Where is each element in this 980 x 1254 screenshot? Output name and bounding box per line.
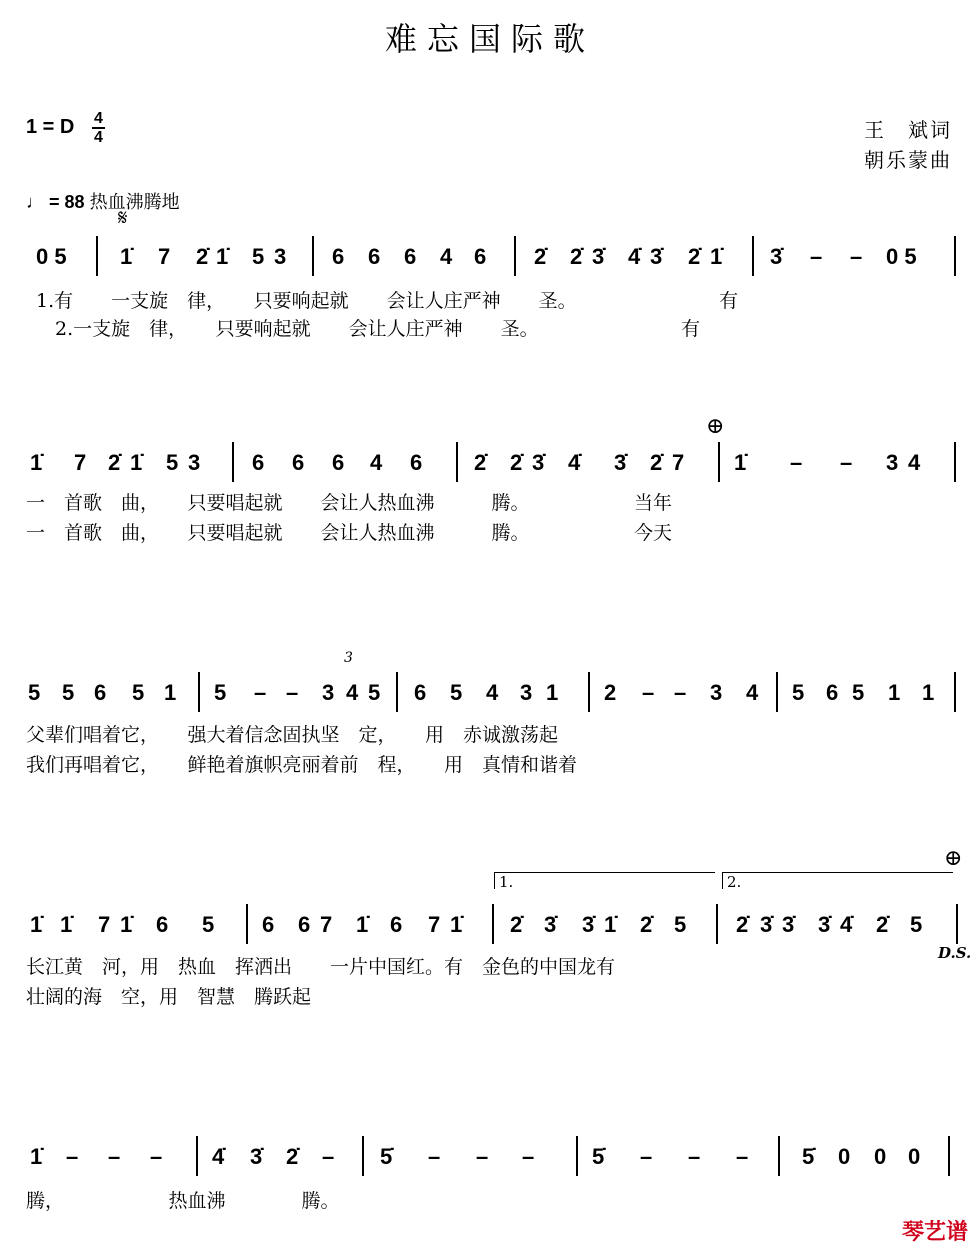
note: 5 — [674, 912, 687, 937]
note: 2̇ — [736, 912, 749, 937]
note: 6 — [156, 912, 169, 937]
note: 1 — [546, 680, 559, 705]
expression-text: 热血沸腾地 — [89, 192, 180, 212]
bar-line — [196, 1136, 198, 1176]
note: 0 5 — [886, 244, 917, 269]
note: 6 — [332, 244, 345, 269]
bar-line — [312, 236, 314, 276]
note: 2̇ — [474, 450, 487, 475]
note: – — [150, 1144, 163, 1169]
note: – — [254, 680, 267, 705]
note: 0 — [838, 1144, 851, 1169]
bar-line — [96, 236, 98, 276]
note: 5̇ — [380, 1144, 393, 1169]
bar-line — [776, 672, 778, 712]
note: 1̇ — [450, 912, 463, 937]
note: 4̇ — [840, 912, 853, 937]
bar-line — [198, 672, 200, 712]
note: 6 — [390, 912, 403, 937]
note: 2̇ — [108, 450, 121, 475]
note: 6 — [94, 680, 107, 705]
note: 3̇ — [592, 244, 605, 269]
note: 5 — [252, 244, 265, 269]
note: 1 — [888, 680, 901, 705]
note: 6 — [404, 244, 417, 269]
note: 0 5 — [36, 244, 67, 269]
note: – — [688, 1144, 701, 1169]
note: 1 — [164, 680, 177, 705]
note: 5̇ — [592, 1144, 605, 1169]
bar-line — [492, 904, 494, 944]
bar-line — [246, 904, 248, 944]
coda-icon: ⊕ — [944, 846, 963, 871]
bar-line — [948, 1136, 950, 1176]
note: 5 — [214, 680, 227, 705]
bar-line — [954, 672, 956, 712]
note: 2̇ — [510, 912, 523, 937]
bar-line — [396, 672, 398, 712]
lyrics-s3-v2: 我们再唱着它， 鲜艳着旗帜亮丽着前 程， 用 真情和谐着 — [26, 754, 578, 776]
note: 4 — [746, 680, 759, 705]
note: 5 — [202, 912, 215, 937]
note: 6 — [252, 450, 265, 475]
note: – — [674, 680, 687, 705]
note: 1̇ — [710, 244, 723, 269]
note: 0 — [908, 1144, 921, 1169]
note: 2̇ — [570, 244, 583, 269]
note: – — [108, 1144, 121, 1169]
note: 3̇ — [770, 244, 783, 269]
note: 2̇ — [876, 912, 889, 937]
note: – — [322, 1144, 335, 1169]
note: 3̇ — [250, 1144, 263, 1169]
lyrics-s1-v2: 2.一支旋 律， 只要响起就 会让人庄严神 圣。 有 — [36, 318, 701, 340]
note: 3̇ — [614, 450, 627, 475]
note: 3̇ — [650, 244, 663, 269]
note: 4 — [346, 680, 359, 705]
note: 1̇ — [120, 912, 133, 937]
quarter-note-icon: ♩ — [26, 192, 44, 212]
bar-line — [514, 236, 516, 276]
lyrics-s5-v1: 腾， 热血沸 腾。 — [26, 1190, 340, 1212]
ds-marking: D.S. — [938, 944, 972, 962]
note: 3̇ — [818, 912, 831, 937]
note: 7 — [428, 912, 441, 937]
note: 3̇ — [544, 912, 557, 937]
note: 5 — [368, 680, 381, 705]
note: – — [428, 1144, 441, 1169]
tempo-value: = 88 — [49, 192, 85, 212]
note: – — [850, 244, 863, 269]
bar-line — [954, 236, 956, 276]
note: 3 — [710, 680, 723, 705]
note: 5 — [910, 912, 923, 937]
bar-line — [588, 672, 590, 712]
note: – — [66, 1144, 79, 1169]
bar-line — [716, 904, 718, 944]
note: 2̇ — [196, 244, 209, 269]
note: 5 — [28, 680, 41, 705]
bar-line — [232, 442, 234, 482]
note: – — [476, 1144, 489, 1169]
note: 1̇ — [734, 450, 747, 475]
note: 2̇ — [640, 912, 653, 937]
bar-line — [956, 904, 958, 944]
note: 5 — [450, 680, 463, 705]
note: 1̇ — [30, 1144, 43, 1169]
note: 1̇ — [30, 912, 43, 937]
note: 2̇ — [650, 450, 663, 475]
note: 5 — [132, 680, 145, 705]
bar-line — [576, 1136, 578, 1176]
note: 4̇ — [568, 450, 581, 475]
note: 1̇ — [604, 912, 617, 937]
time-signature — [92, 110, 105, 146]
note: 6 — [298, 912, 311, 937]
meter-top: 4 — [94, 110, 103, 127]
note: 6 — [262, 912, 275, 937]
note: 3̇ — [532, 450, 545, 475]
segno-icon: 𝄋 — [118, 206, 128, 231]
note: 7 — [672, 450, 685, 475]
volta-2 — [722, 872, 953, 889]
volta-1-label: 1. — [499, 873, 514, 891]
note: 7 — [98, 912, 111, 937]
note: 2 — [604, 680, 617, 705]
note: 5 — [792, 680, 805, 705]
bar-line — [752, 236, 754, 276]
note: 4̇ — [212, 1144, 225, 1169]
note: 4 — [908, 450, 921, 475]
bar-line — [954, 442, 956, 482]
note: 6 — [826, 680, 839, 705]
note: 3 — [274, 244, 287, 269]
note: 4 — [370, 450, 383, 475]
note: 3 — [188, 450, 201, 475]
key-signature: 1 = D — [26, 116, 75, 138]
note: 6 — [410, 450, 423, 475]
note: 2̇ — [286, 1144, 299, 1169]
note: 4 — [486, 680, 499, 705]
note: 6 — [474, 244, 487, 269]
triplet-mark: 3 — [344, 650, 353, 666]
note: – — [736, 1144, 749, 1169]
note: 6 — [368, 244, 381, 269]
note: 3̇ — [760, 912, 773, 937]
note: – — [840, 450, 853, 475]
note: 3 — [520, 680, 533, 705]
note: 1̇ — [356, 912, 369, 937]
lyrics-s4-v2: 壮阔的海 空，用 智慧 腾跃起 — [26, 986, 312, 1008]
note: 1̇ — [120, 244, 133, 269]
lyrics-s4-v1: 长江黄 河，用 热血 挥洒出 一片中国红。有 金色的中国龙有 — [26, 956, 616, 978]
coda-icon: ⊕ — [706, 414, 725, 439]
note: 5 — [62, 680, 75, 705]
note: 2̇ — [510, 450, 523, 475]
volta-1 — [494, 872, 715, 889]
bar-line — [778, 1136, 780, 1176]
note: 3 — [886, 450, 899, 475]
note: – — [642, 680, 655, 705]
note: 2̇ — [688, 244, 701, 269]
bar-line — [362, 1136, 364, 1176]
note: 6 — [292, 450, 305, 475]
note: 4 — [440, 244, 453, 269]
volta-2-label: 2. — [727, 873, 742, 891]
note: 5̇ — [802, 1144, 815, 1169]
note: 7 — [320, 912, 333, 937]
lyrics-s2-v1: 一 首歌 曲， 只要唱起就 会让人热血沸 腾。 当年 — [26, 492, 673, 514]
lyricist: 王 斌词 — [864, 118, 952, 142]
note: 6 — [332, 450, 345, 475]
bar-line — [718, 442, 720, 482]
note: 1 — [922, 680, 935, 705]
note: 3̇ — [582, 912, 595, 937]
note: 2̇ — [534, 244, 547, 269]
lyrics-s2-v2: 一 首歌 曲， 只要唱起就 会让人热血沸 腾。 今天 — [26, 522, 673, 544]
note: – — [286, 680, 299, 705]
note: 1̇ — [216, 244, 229, 269]
note: 7 — [158, 244, 171, 269]
lyrics-s1-v1: 1.有 一支旋 律， 只要响起就 会让人庄严神 圣。 有 — [36, 290, 739, 312]
note: 7 — [74, 450, 87, 475]
note: 3 — [322, 680, 335, 705]
tempo-marking — [26, 188, 180, 214]
note: 3̇ — [782, 912, 795, 937]
note: 1̇ — [60, 912, 73, 937]
note: – — [790, 450, 803, 475]
composer: 朝乐蒙曲 — [864, 148, 952, 172]
note: 0 — [874, 1144, 887, 1169]
bar-line — [456, 442, 458, 482]
note: 5 — [852, 680, 865, 705]
note: – — [810, 244, 823, 269]
note: 5 — [166, 450, 179, 475]
note: – — [640, 1144, 653, 1169]
note: 6 — [414, 680, 427, 705]
score-title: 难忘国际歌 — [384, 20, 595, 58]
meter-bottom: 4 — [94, 129, 103, 146]
note: 1̇ — [30, 450, 43, 475]
note: 1̇ — [130, 450, 143, 475]
note: 4̇ — [628, 244, 641, 269]
watermark-logo: 琴艺谱 — [901, 1219, 968, 1244]
lyrics-s3-v1: 父辈们唱着它， 强大着信念固执坚 定， 用 赤诚激荡起 — [26, 724, 559, 746]
note: – — [522, 1144, 535, 1169]
